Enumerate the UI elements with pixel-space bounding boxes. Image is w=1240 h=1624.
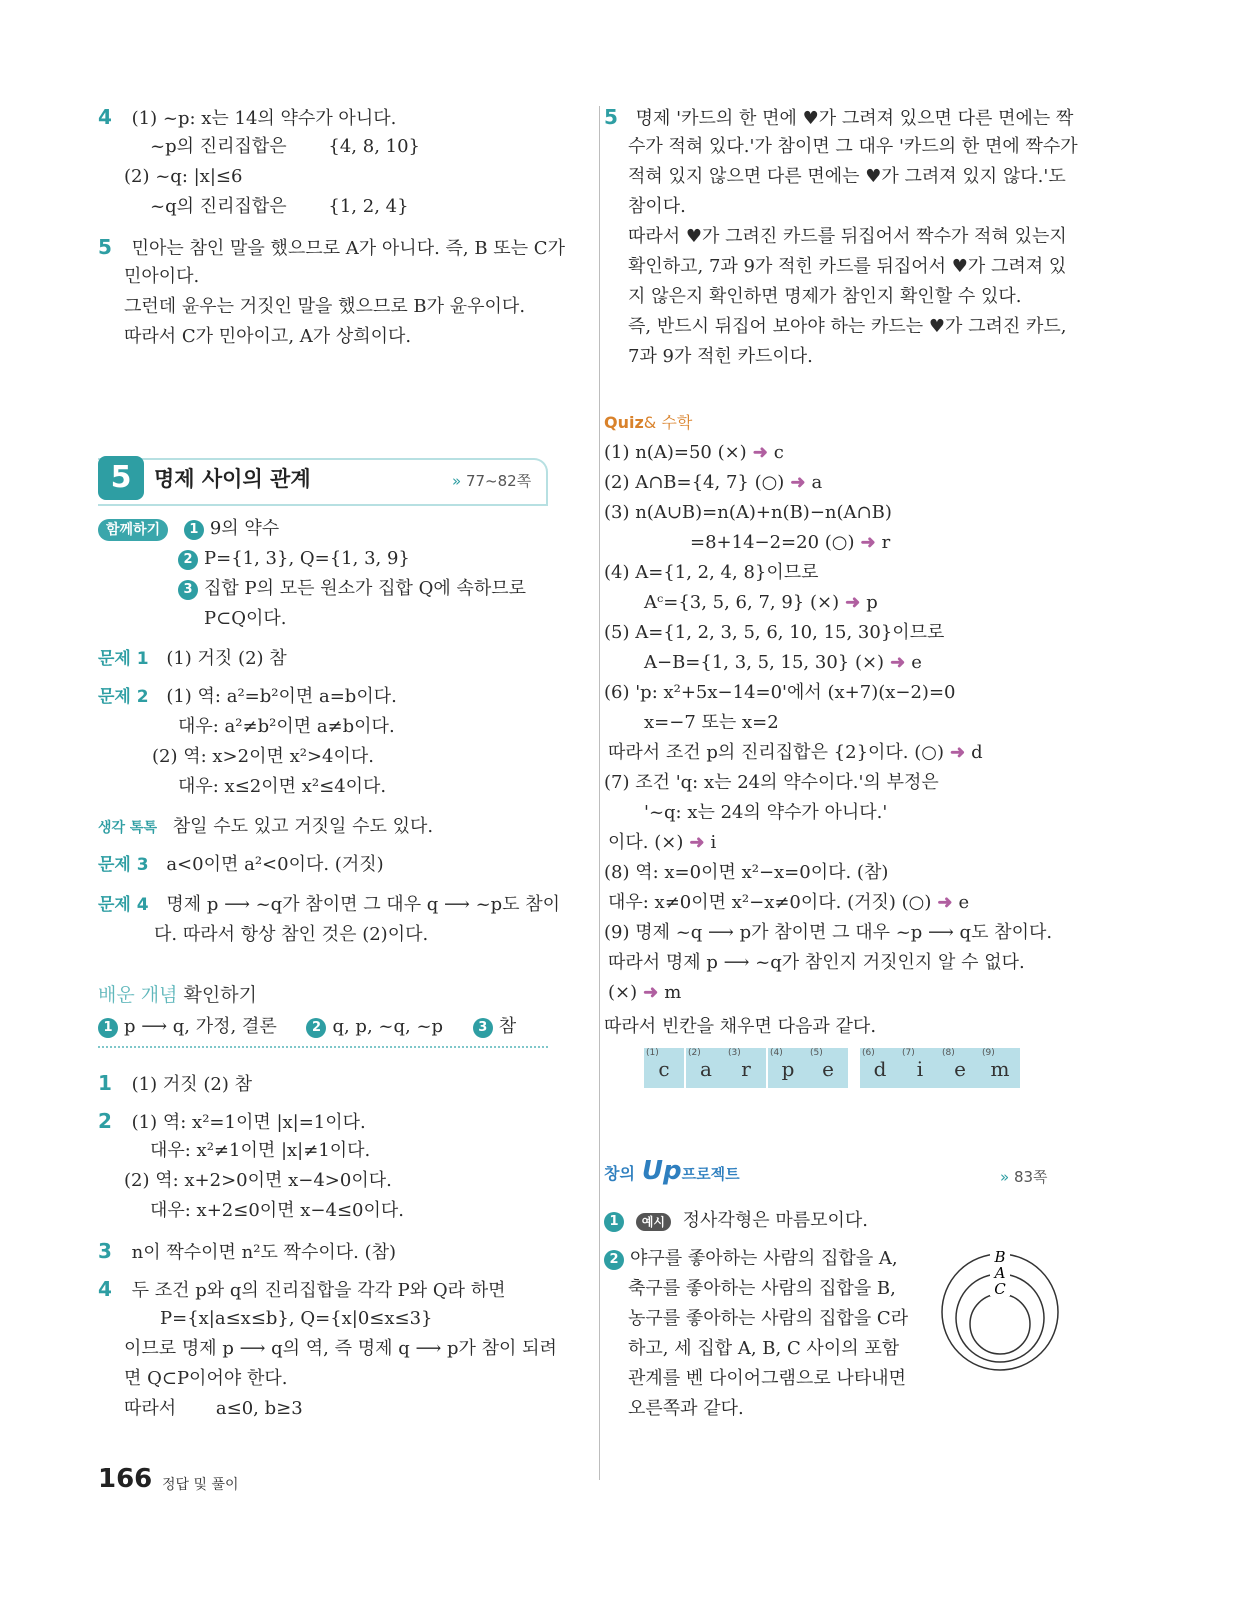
quiz-answer-letter: i [710,832,717,853]
right-p5-line3: 적혀 있지 않으면 다른 면에는 ♥가 그려져 있지 않다.'도 [628,166,1066,187]
quiz-line: (8) 역: x=0이면 x²−x=0이다. (참) [604,862,889,883]
quiz-answer-cell [768,1048,808,1088]
problem4-line2: 다. 따라서 항상 참인 것은 (2)이다. [154,924,429,945]
quiz-line: (5) A={1, 2, 3, 5, 6, 10, 15, 30}이므로 [604,622,945,643]
arrow-right-icon: ➜ [845,592,861,613]
quiz-line: 따라서 명제 p ⟶ ~q가 참인지 거짓인지 알 수 없다. [608,952,1025,973]
column-divider [599,106,600,1480]
venn-circle-c [970,1294,1030,1354]
up-project-pages: » 83쪽 [1000,1168,1048,1186]
quiz-line: =8+14−2=20 (○) ➜ r [690,532,891,553]
quiz-line: 따라서 조건 p의 진리집합은 {2}이다. (○) ➜ d [608,742,983,763]
quiz-line: (4) A={1, 2, 4, 8}이므로 [604,562,819,583]
quiz-answer-letter: d [971,742,983,763]
together-line3: 3 집합 P의 모든 원소가 집합 Q에 속하므로 [178,578,526,600]
problem4-line1: 문제 4 명제 p ⟶ ~q가 참이면 그 대우 q ⟶ ~p도 참이 [98,894,561,915]
problem2-line4: 대우: x≤2이면 x²≤4이다. [178,776,387,797]
quiz-line: (×) ➜ m [608,982,682,1003]
think-line: 생각 톡톡 참일 수도 있고 거짓일 수도 있다. [98,816,434,837]
together-tag: 함께하기 [98,519,168,541]
answer4-line5: 따라서 a≤0, b≥3 [124,1398,303,1419]
quiz-conclusion: 따라서 빈칸을 채우면 다음과 같다. [604,1016,877,1037]
venn-label-c: C [994,1280,1006,1298]
quiz-answer-cell [726,1048,766,1088]
quiz-line: Aᶜ={3, 5, 6, 7, 9} (×) ➜ p [644,592,878,613]
cell-letter: m [990,1057,1010,1081]
answer3: 3 n이 짝수이면 n²도 짝수이다. (참) [98,1239,396,1263]
answer4-line4: 면 Q⊂P이어야 한다. [124,1368,288,1389]
answer2-line3: (2) 역: x+2>0이면 x−4>0이다. [124,1170,392,1191]
think-tag: 생각 톡톡 [98,820,157,836]
cell-index: (1) [646,1048,659,1058]
number-3-icon: 3 [473,1018,493,1038]
cell-letter: a [700,1057,712,1081]
arrow-right-icon: ➜ [950,742,966,763]
quiz-line: (9) 명제 ~q ⟶ p가 참이면 그 대우 ~p ⟶ q도 참이다. [604,922,1053,943]
problem1: 문제 1 (1) 거짓 (2) 참 [98,648,287,669]
chevron-right-icon: » [452,472,462,490]
cell-letter: e [954,1057,966,1081]
left-p5-line4: 따라서 C가 민아이고, A가 상희이다. [124,326,412,347]
cell-index: (6) [862,1048,875,1058]
right-p5-line9: 7과 9가 적힌 카드이다. [628,346,813,367]
quiz-answer-cell [860,1048,900,1088]
up-item1: 1 예시 정사각형은 마름모이다. [604,1210,868,1232]
up-item2-line4: 하고, 세 집합 A, B, C 사이의 포함 [628,1338,900,1359]
arrow-right-icon: ➜ [790,472,806,493]
answer4-line1: 4 두 조건 p와 q의 진리집합을 각각 P와 Q라 하면 [98,1277,506,1301]
venn-label-a: A [994,1264,1006,1282]
up-item2-line6: 오른쪽과 같다. [628,1398,744,1419]
number-1-icon: 1 [604,1212,624,1232]
together-line4: P⊂Q이다. [204,608,287,629]
arrow-right-icon: ➜ [752,442,768,463]
quiz-answer-cell [686,1048,726,1088]
number-2-icon: 2 [306,1018,326,1038]
quiz-answer-letter: r [881,532,891,553]
cell-letter: c [658,1057,670,1081]
left-p4-line2: ~p의 진리집합은 {4, 8, 10} [150,136,420,157]
problem3: 문제 3 a<0이면 a²<0이다. (거짓) [98,854,384,875]
number-1-icon: 1 [98,1018,118,1038]
quiz-answer-letter: e [958,892,970,913]
chevron-right-icon: » [1000,1168,1010,1186]
page-number: 166 [98,1464,153,1494]
left-p4-line1: 4 (1) ~p: x는 14의 약수가 아니다. [98,105,397,129]
up-item2-line2: 축구를 좋아하는 사람의 집합을 B, [628,1278,896,1299]
quiz-answer-letter: m [664,982,682,1003]
answer2-line1: 2 (1) 역: x²=1이면 |x|=1이다. [98,1109,366,1133]
up-project-title: 창의 Up프로젝트 [604,1156,740,1186]
quiz-answer-letter: e [911,652,922,673]
arrow-right-icon: ➜ [643,982,659,1003]
left-p4-number: 4 [98,105,112,129]
quiz-line: (1) n(A)=50 (×) ➜ c [604,442,784,463]
venn-diagram [938,1250,1062,1374]
left-p5-line2: 민아이다. [124,266,200,287]
number-2-icon: 2 [604,1250,624,1270]
left-p4-line3: (2) ~q: |x|≤6 [124,166,243,187]
venn-label-b: B [994,1250,1006,1266]
left-p5-line1: 5 민아는 참인 말을 했으므로 A가 아니다. 즉, B 또는 C가 [98,235,565,259]
up-item2-line3: 농구를 좋아하는 사람의 집합을 C라 [628,1308,909,1329]
cell-index: (4) [770,1048,783,1058]
quiz-title: Quiz& 수학 [604,413,693,432]
right-p5-line4: 참이다. [628,196,686,217]
quiz-line: 대우: x≠0이면 x²−x≠0이다. (거짓) (○) ➜ e [608,892,970,913]
cell-index: (3) [728,1048,741,1058]
section-title: 명제 사이의 관계 [154,467,311,491]
example-tag: 예시 [636,1213,671,1231]
cell-index: (8) [942,1048,955,1058]
cell-letter: p [781,1057,795,1081]
cell-letter: d [873,1057,887,1081]
number-1-icon: 1 [184,520,204,540]
up-item2-line1: 2 야구를 좋아하는 사람의 집합을 A, [604,1248,898,1270]
up-item2-line5: 관계를 벤 다이어그램으로 나타내면 [628,1368,906,1389]
arrow-right-icon: ➜ [689,832,705,853]
answer1: 1 (1) 거짓 (2) 참 [98,1071,252,1095]
right-p5-line7: 지 않은지 확인하면 명제가 참인지 확인할 수 있다. [628,286,1022,307]
quiz-line: 이다. (×) ➜ i [608,832,717,853]
together-line2: 2 P={1, 3}, Q={1, 3, 9} [178,548,410,570]
cell-index: (5) [810,1048,823,1058]
arrow-right-icon: ➜ [890,652,906,673]
quiz-line: '~q: x는 24의 약수가 아니다.' [644,802,888,823]
problem2-line3: (2) 역: x>2이면 x²>4이다. [152,746,374,767]
section-pages: » 77~82쪽 [452,472,532,490]
cell-index: (7) [902,1048,915,1058]
right-p5-number: 5 [604,105,618,129]
review-title: 배운 개념 확인하기 [98,984,257,1006]
left-p5-line3: 그런데 윤우는 거짓인 말을 했으므로 B가 윤우이다. [124,296,526,317]
section-number-badge: 5 [98,456,144,500]
quiz-answer-letter: p [866,592,878,613]
quiz-line: (6) 'p: x²+5x−14=0'에서 (x+7)(x−2)=0 [604,682,956,703]
right-p5-line2: 수가 적혀 있다.'가 참이면 그 대우 '카드의 한 면에 짝수가 [628,136,1078,157]
answer4-line3: 이므로 명제 p ⟶ q의 역, 즉 명제 q ⟶ p가 참이 되려 [124,1338,557,1359]
right-p5-line5: 따라서 ♥가 그려진 카드를 뒤집어서 짝수가 적혀 있는지 [628,226,1067,247]
review-items: 1 p ⟶ q, 가정, 결론 2 q, p, ~q, ~p 3 참 [98,1016,516,1038]
dotted-divider [98,1046,548,1048]
quiz-line: (2) A∩B={4, 7} (○) ➜ a [604,472,823,493]
left-p5-number: 5 [98,235,112,259]
answer4-line2: P={x|a≤x≤b}, Q={x|0≤x≤3} [160,1308,433,1329]
together-line1: 함께하기 1 9의 약수 [98,518,279,541]
cell-letter: e [822,1057,834,1081]
left-p4-line4: ~q의 진리집합은 {1, 2, 4} [150,196,409,217]
answer2-line2: 대우: x²≠1이면 |x|≠1이다. [150,1140,371,1161]
problem2-line1: 문제 2 (1) 역: a²=b²이면 a=b이다. [98,686,397,707]
quiz-line: (3) n(A∪B)=n(A)+n(B)−n(A∩B) [604,502,892,523]
number-3-icon: 3 [178,580,198,600]
quiz-answer-cell [644,1048,684,1088]
arrow-right-icon: ➜ [937,892,953,913]
number-2-icon: 2 [178,550,198,570]
arrow-right-icon: ➜ [860,532,876,553]
quiz-line: (7) 조건 'q: x는 24의 약수이다.'의 부정은 [604,772,939,793]
right-p5-line1: 5 명제 '카드의 한 면에 ♥가 그려져 있으면 다른 면에는 짝 [604,105,1074,129]
answer2-line4: 대우: x+2≤0이면 x−4≤0이다. [150,1200,404,1221]
problem2-line2: 대우: a²≠b²이면 a≠b이다. [178,716,395,737]
cell-index: (9) [982,1048,995,1058]
right-p5-line6: 확인하고, 7과 9가 적힌 카드를 뒤집어서 ♥가 그려져 있 [628,256,1067,277]
quiz-answer-cell [940,1048,980,1088]
quiz-answer-letter: c [773,442,784,463]
quiz-answer-cell [808,1048,848,1088]
cell-index: (2) [688,1048,701,1058]
cell-letter: i [916,1057,924,1081]
footer-label: 정답 및 풀이 [162,1477,239,1493]
quiz-line: x=−7 또는 x=2 [644,712,779,733]
quiz-answer-letter: a [811,472,823,493]
quiz-answer-cell [980,1048,1020,1088]
right-p5-line8: 즉, 반드시 뒤집어 보아야 하는 카드는 ♥가 그려진 카드, [628,316,1067,337]
cell-letter: r [741,1057,751,1081]
quiz-answer-cell [900,1048,940,1088]
quiz-line: A−B={1, 3, 5, 15, 30} (×) ➜ e [644,652,922,673]
